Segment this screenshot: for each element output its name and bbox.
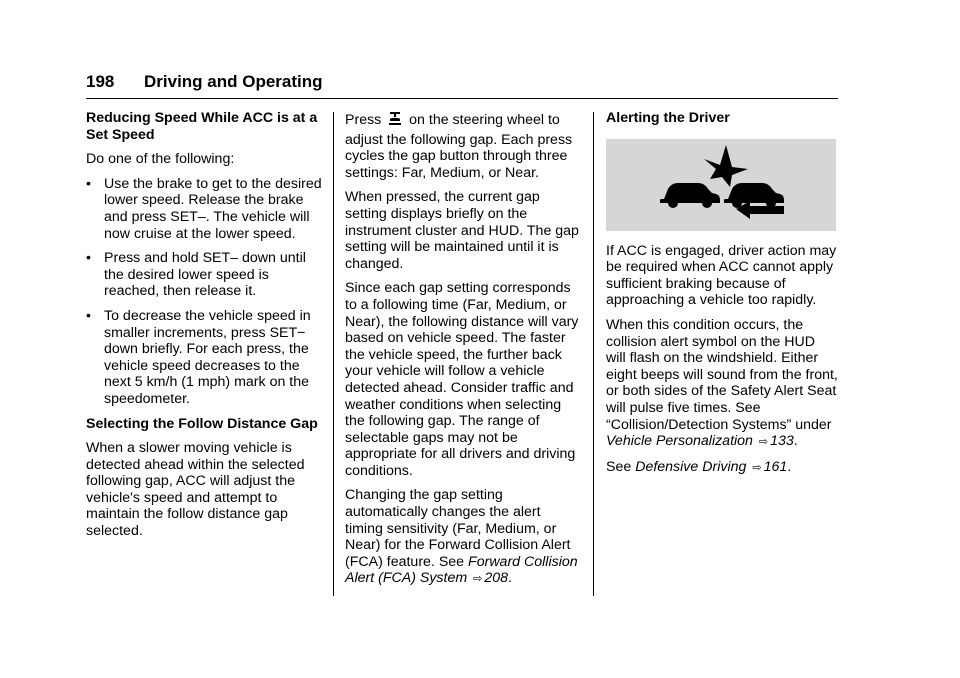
- list-item: [86, 250, 322, 300]
- bullet-dot: •: [86, 250, 91, 267]
- gap-alert-timing-text: Changing the gap setting automatically changes the alert timing sensitivity (Far, Medium, or Near) for the Forward Collision Alert (FCA) feature. See Forward Collision Alert (FCA) System ⇨ 208.: [345, 487, 578, 587]
- see-word: See: [606, 458, 632, 475]
- page-ref-icon: ⇨: [758, 436, 769, 449]
- bullet-dot: •: [86, 175, 91, 192]
- acc-engaged-text: If ACC is engaged, driver action may be required when ACC cannot apply sufficient braking because of approaching a vehicle too rapidly.: [606, 242, 837, 309]
- header-rule: [86, 98, 838, 99]
- column-divider-2: [593, 112, 594, 596]
- heading-alerting-driver: Alerting the Driver: [606, 110, 730, 126]
- bullet-text: Use the brake to get to the desired lower speed. Release the brake and press SET–. The vehicle will now cruise at the lower speed.: [104, 175, 322, 242]
- bullet-text: To decrease the vehicle speed in smaller increments, press SET− down briefly. For each press, the vehicle speed decreases to the next 5 km/h (1 mph) mark on the speedometer.: [104, 307, 311, 407]
- gap-button-paragraph: [345, 110, 581, 181]
- collision-alert-figure: [606, 139, 836, 231]
- bullet-dot: •: [86, 307, 91, 324]
- follow-distance-text: When a slower moving vehicle is detected ahead within the selected following gap, ACC will adjust the vehicle's speed and attempt to maintain the follow distance gap selected.: [86, 440, 305, 540]
- collision-alert-icon: [606, 139, 836, 231]
- page-number: 198: [86, 72, 115, 91]
- vehicle-personalization-link[interactable]: Vehicle Personalization: [606, 433, 753, 450]
- column-3: [606, 110, 838, 484]
- list-item: [86, 176, 322, 242]
- column-divider-1: [333, 112, 334, 596]
- gap-display-text: When pressed, the current gap setting displays briefly on the instrument cluster and HUD. The gap setting will be maintained until it is changed.: [345, 189, 579, 272]
- page-header: [86, 70, 838, 100]
- page-ref-icon: ⇨: [473, 573, 483, 586]
- page-ref-icon: ⇨: [752, 461, 762, 474]
- column-1: [86, 110, 322, 548]
- press-rest: on the steering wheel to adjust the following gap. Each press cycles the gap button through three settings: Far, Medium, or Near.: [345, 112, 573, 181]
- defensive-driving-link[interactable]: Defensive Driving: [635, 458, 747, 475]
- bullet-text: Press and hold SET– down until the desired lower speed is reached, then release it.: [104, 250, 306, 300]
- section-title: Driving and Operating: [144, 72, 323, 91]
- alert-condition-body: When this condition occurs, the collision alert symbol on the HUD will flash on the windshield. Either eight beeps will sound from the front, or both sides of the Safety Alert Seat will pulse five times. See “Collision/Detection Systems” under: [606, 316, 838, 433]
- alert-timing-body: Changing the gap setting automatically changes the alert timing sensitivity (Far, Medium, or Near) for the Forward Collision Alert (FCA) feature. See: [345, 487, 571, 570]
- see-defensive-driving: See Defensive Driving ⇨ 161.: [606, 458, 792, 475]
- fca-page-number[interactable]: 208: [484, 570, 509, 587]
- defensive-driving-page[interactable]: 161: [763, 458, 788, 475]
- gap-time-text: Since each gap setting corresponds to a following time (Far, Medium, or Near), the following distance will vary based on vehicle speed. The faster the vehicle speed, the further back your vehicle will follow a vehicle detected ahead. Consider traffic and weather conditions when selecting the following gap. The range of selectable gaps may not be appropriate for all drivers and driving conditions.: [345, 280, 579, 479]
- heading-follow-distance: Selecting the Follow Distance Gap: [86, 415, 318, 432]
- list-item: [86, 308, 322, 408]
- intro-text: Do one of the following:: [86, 151, 235, 168]
- column-2: [345, 110, 581, 596]
- press-word: Press: [345, 112, 382, 128]
- heading-reducing-speed: Reducing Speed While ACC is at a Set Speed: [86, 110, 318, 143]
- following-gap-icon: [387, 110, 403, 132]
- vehicle-personalization-page[interactable]: 133: [770, 433, 794, 450]
- fca-reference-link[interactable]: Forward Collision Alert (FCA) System: [345, 553, 578, 587]
- alert-condition-text: When this condition occurs, the collision alert symbol on the HUD will flash on the windshield. Either eight beeps will sound from the front, or both sides of the Safety Alert Seat will pulse five times. See “Collision/Detection Systems” under Vehicle Personalization ⇨ 133.: [606, 316, 838, 450]
